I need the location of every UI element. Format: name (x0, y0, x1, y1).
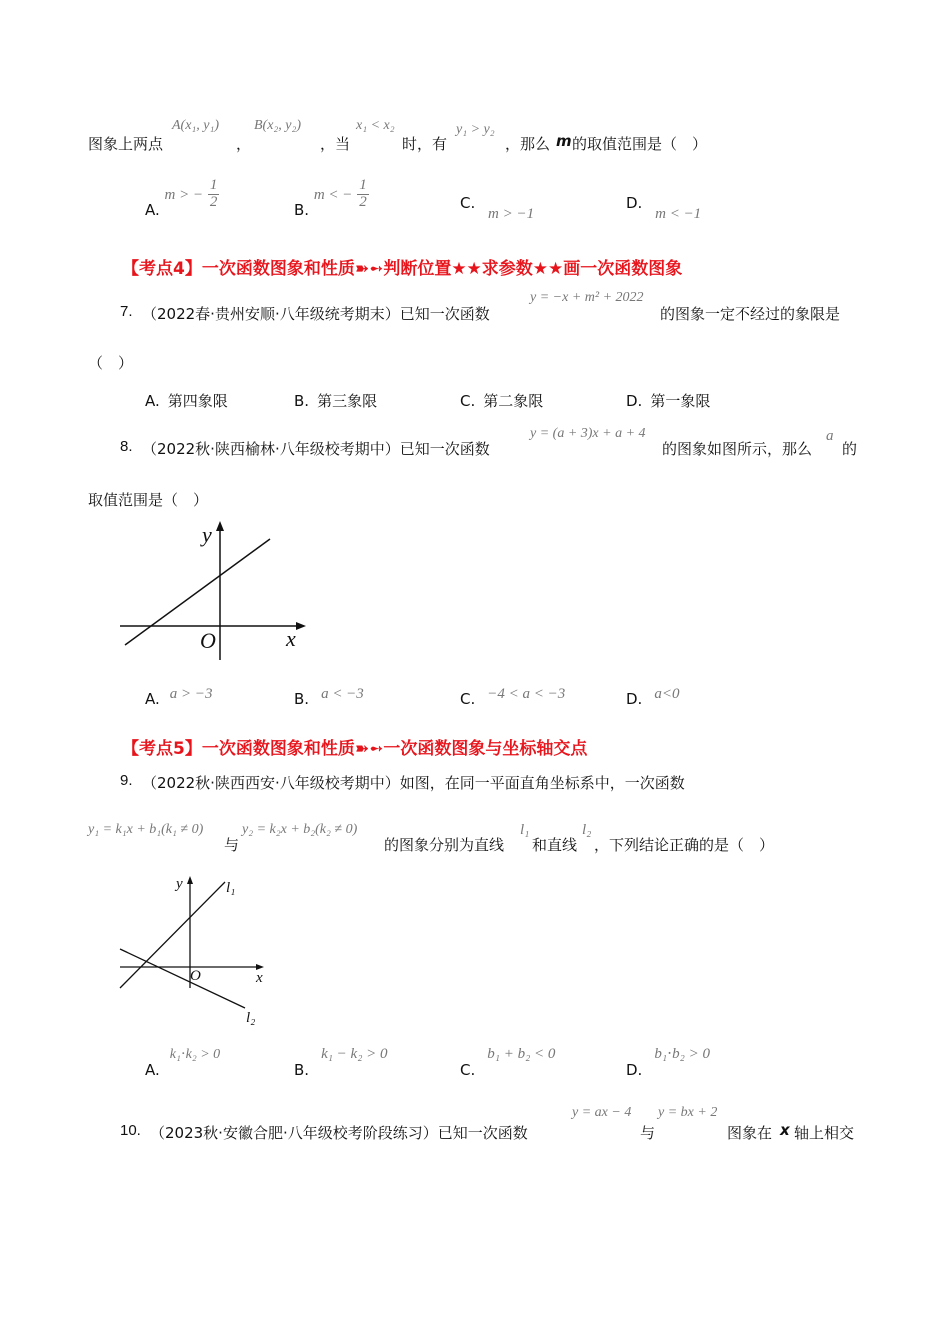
q8-option-d[interactable] (626, 684, 680, 708)
q10-formula2: y = bx + 2 (658, 1105, 718, 1120)
q9-option-d[interactable] (626, 1044, 711, 1079)
function-line (125, 539, 270, 645)
option-text: 第四象限 (167, 392, 228, 410)
option-letter: D. (626, 194, 643, 212)
q9-number: 9. (120, 772, 133, 789)
option-letter: B. (294, 200, 310, 219)
y-axis-arrow-icon (187, 876, 193, 884)
option-letter: C. (460, 392, 476, 410)
q9-option-b[interactable] (294, 1044, 388, 1079)
option-text: 第三象限 (317, 392, 378, 410)
q7-paren: （ ） (88, 354, 134, 372)
option-expr: b₁ + b₂ < 0 (487, 1046, 556, 1062)
option-letter: B. (294, 392, 310, 410)
q6-cond-y: y₁ > y₂ (456, 122, 495, 137)
q7-formula: y = −x + m² + 2022 (530, 290, 644, 305)
q9-option-a[interactable] (145, 1044, 221, 1079)
q9-formula1: y₁ = k₁x + b₁(k₁ ≠ 0) (88, 822, 204, 837)
option-letter: C. (460, 194, 476, 212)
q8-text-de: 的 (842, 440, 858, 458)
q8-graph (110, 515, 310, 665)
option-expr: −4 < a < −3 (487, 686, 566, 702)
origin-label: O (200, 628, 216, 653)
option-expr: a < −3 (321, 686, 364, 702)
option-letter: B. (294, 1061, 310, 1079)
q9-l1: l₁ (520, 822, 530, 838)
q6-when: ，当 (320, 135, 351, 153)
y-axis-arrow-icon (216, 521, 224, 531)
y-axis-label: y (202, 522, 212, 547)
l1-label: l₁ (226, 880, 236, 896)
q6-option-d[interactable] (626, 194, 702, 222)
option-expr: a > −3 (169, 686, 213, 702)
option-expr: m > − (164, 186, 204, 203)
option-expr: m < −1 (655, 206, 702, 222)
q7-source: （2022春·贵州安顺·八年级统考期末）已知一次函数 (142, 305, 490, 323)
q9-yu: 与 (224, 836, 240, 854)
q6-option-b[interactable] (294, 177, 369, 219)
x-axis-label: x (286, 626, 296, 651)
q7-number: 7. (120, 303, 133, 320)
q7-option-d[interactable] (626, 390, 710, 411)
q7-text-after: 的图象一定不经过的象限是 (660, 305, 841, 323)
q8-source: （2022秋·陕西榆林·八年级校考期中）已知一次函数 (142, 440, 490, 458)
y-axis-label: y (176, 876, 183, 892)
option-letter: C. (460, 690, 476, 708)
q10-yu: 与 (640, 1124, 656, 1142)
fraction: $\frac{1}{2}$ (209, 177, 218, 210)
line-l2 (120, 949, 245, 1008)
q10-formula1: y = ax − 4 (572, 1105, 632, 1120)
q9-text-end: ，下列结论正确的是（ ） (594, 836, 775, 854)
q6-point-a: A(x₁, y₁) (172, 118, 220, 133)
q6-option-c[interactable] (460, 194, 535, 222)
option-expr: k₁⋅k₂ > 0 (169, 1047, 221, 1062)
q6-var-m: m (556, 132, 572, 150)
q6-comma: ， (236, 135, 252, 153)
option-letter: A. (145, 392, 160, 410)
q7-option-b[interactable] (294, 390, 377, 411)
x-axis-arrow-icon (296, 622, 306, 630)
q6-then: 时，有 (402, 135, 448, 153)
q9-he: 和直线 (532, 836, 578, 854)
q8-text-after: 的图象如图所示，那么 (662, 440, 813, 458)
q9-source: （2022秋·陕西西安·八年级校考期中）如图，在同一平面直角坐标系中，一次函数 (142, 774, 685, 792)
q6-prefix: 图象上两点 (88, 135, 164, 153)
q7-option-a[interactable] (145, 390, 228, 411)
option-expr: m > −1 (488, 206, 535, 222)
q9-graph (110, 870, 290, 1030)
line-l1 (120, 882, 225, 988)
option-letter: D. (626, 690, 643, 708)
option-expr: b₁⋅b₂ > 0 (654, 1046, 711, 1062)
q9-option-c[interactable] (460, 1044, 556, 1079)
q7-option-c[interactable] (460, 390, 543, 411)
q8-var-a: a (826, 428, 834, 444)
option-expr: a<0 (654, 686, 680, 702)
q6-suffix1: ，那么 (505, 135, 551, 153)
option-letter: A. (145, 1061, 160, 1079)
x-axis-label: x (256, 970, 263, 986)
q6-point-b: B(x₂, y₂) (254, 118, 302, 133)
section-heading-4: 【考点4】一次函数图象和性质➽➻判断位置★★求参数★★画一次函数图象 (122, 259, 683, 279)
option-letter: C. (460, 1061, 476, 1079)
option-letter: D. (626, 1061, 643, 1079)
q9-formula2: y₂ = k₂x + b₂(k₂ ≠ 0) (242, 822, 358, 837)
option-letter: D. (626, 392, 643, 410)
q8-option-b[interactable] (294, 684, 364, 708)
q8-line2: 取值范围是（ ） (88, 491, 209, 509)
option-letter: A. (145, 200, 160, 219)
q8-formula: y = (a + 3)x + a + 4 (530, 426, 646, 441)
option-text: 第二象限 (483, 392, 544, 410)
option-expr: k₁ − k₂ > 0 (321, 1046, 388, 1062)
q8-option-c[interactable] (460, 684, 566, 708)
option-text: 第一象限 (650, 392, 711, 410)
q10-number: 10. (120, 1122, 141, 1139)
q10-var-x: x (780, 1121, 790, 1139)
q9-text-mid: 的图象分别为直线 (384, 836, 505, 854)
q10-text-end2: 轴上相交 (794, 1124, 855, 1142)
q10-source: （2023秋·安徽合肥·八年级校考阶段练习）已知一次函数 (150, 1124, 528, 1142)
q6-cond-x: x₁ < x₂ (356, 118, 395, 133)
l2-label: l₂ (246, 1010, 256, 1026)
q6-suffix2: 的取值范围是（ ） (572, 135, 708, 153)
option-letter: A. (145, 690, 160, 708)
fraction: $\frac{1}{2}$ (359, 177, 367, 210)
q6-option-a[interactable] (145, 177, 219, 219)
q8-number: 8. (120, 438, 133, 455)
origin-label: O (190, 968, 201, 984)
section-heading-5: 【考点5】一次函数图象和性质➽➻一次函数图象与坐标轴交点 (122, 739, 588, 759)
q10-text-end: 图象在 (727, 1124, 773, 1142)
option-expr: m < − (313, 186, 353, 203)
q9-l2: l₂ (582, 822, 592, 838)
option-letter: B. (294, 690, 310, 708)
q8-option-a[interactable] (145, 684, 213, 708)
